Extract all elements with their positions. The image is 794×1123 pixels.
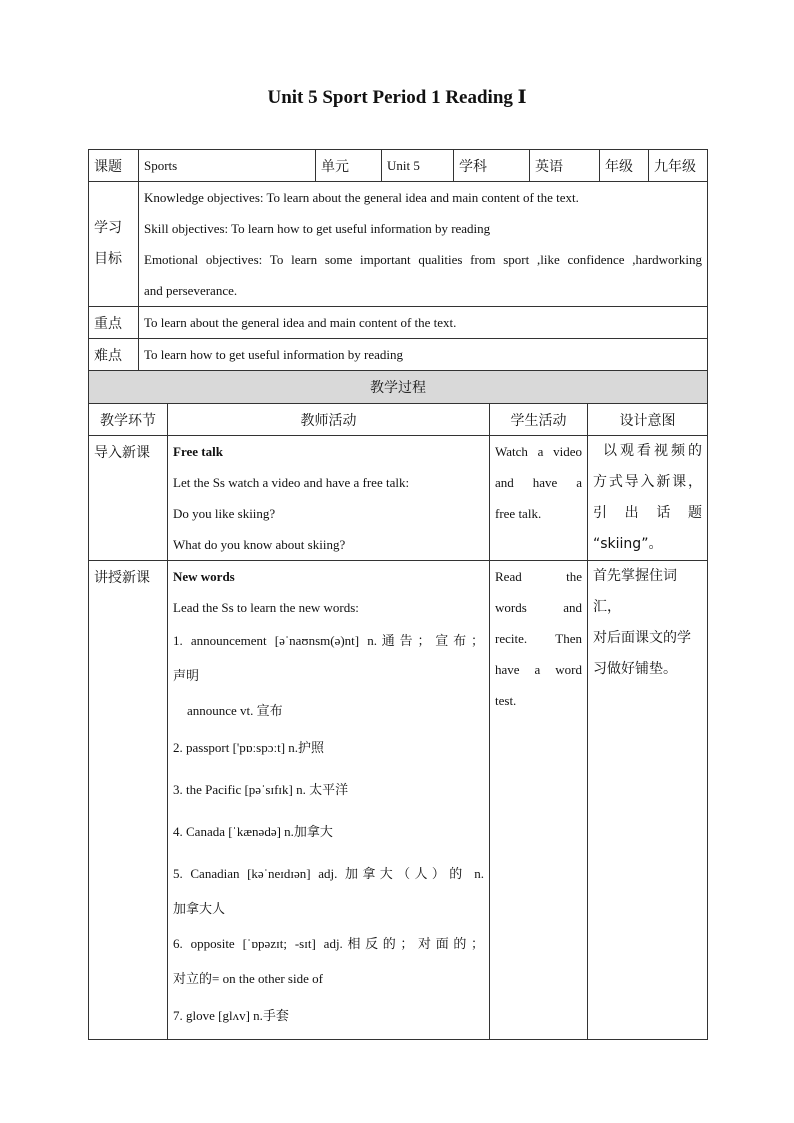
- new-lesson-intro: Lead the Ss to learn the new words:: [173, 600, 359, 615]
- grade-label: 年级: [600, 150, 649, 182]
- page-title: Unit 5 Sport Period 1 Reading Ⅰ: [267, 87, 527, 108]
- unit-value: Unit 5: [382, 150, 454, 182]
- word-item: 5. Canadian [kəˈneɪdɪən] adj. 加拿大（人）的 n.: [173, 866, 484, 881]
- unit-label: 单元: [316, 150, 382, 182]
- word-item: announce vt. 宣布: [187, 703, 283, 718]
- design-line: “skiing”。: [593, 536, 663, 552]
- topic-label: 课题: [89, 150, 139, 182]
- lead-in-line: Do you like skiing?: [173, 506, 276, 521]
- process-heading: 教学过程: [89, 371, 708, 404]
- word-item: 2. passport ['pɒːspɔːt] n.护照: [173, 740, 325, 755]
- new-lesson-student: [490, 561, 588, 1040]
- student-line: Read the: [495, 569, 582, 584]
- student-line: recite. Then: [495, 631, 582, 646]
- student-line: free talk.: [495, 506, 542, 521]
- lead-in-design: [588, 436, 708, 561]
- objectives-label-2: 目标: [94, 251, 122, 267]
- process-table: [88, 370, 708, 1040]
- emotional-objective-cont: and perseverance.: [144, 283, 238, 298]
- design-line: 以观看视频的: [603, 443, 702, 459]
- subject-value: 英语: [530, 150, 600, 182]
- new-lesson-teacher: [168, 561, 490, 1040]
- design-line: 引 出 话 题: [593, 505, 702, 521]
- topic-value: Sports: [139, 150, 316, 182]
- design-line: 首先掌握住词汇，: [593, 568, 677, 615]
- word-item: 3. the Pacific [pəˈsɪfɪk] n. 太平洋: [173, 782, 349, 797]
- student-line: test.: [495, 693, 517, 708]
- col-teacher: 教师活动: [168, 404, 490, 436]
- grade-value: 九年级: [649, 150, 708, 182]
- knowledge-objective: Knowledge objectives: To learn about the general idea and main content of the text.: [144, 190, 579, 205]
- student-line: have a word: [495, 662, 582, 677]
- subject-label: 学科: [454, 150, 530, 182]
- objectives-label-1: 学习: [94, 220, 122, 236]
- word-item: 6. opposite [ˈɒpəzɪt; -sɪt] adj.相反的；对面的；: [173, 936, 484, 951]
- word-item: 对立的= on the other side of: [173, 971, 323, 986]
- key-point-text: To learn about the general idea and main content of the text.: [139, 307, 708, 339]
- lead-in-stage: 导入新课: [89, 436, 168, 561]
- student-line: Watch a video: [495, 444, 582, 459]
- difficulty-label: 难点: [89, 339, 139, 371]
- design-line: 对后面课文的学: [593, 630, 691, 646]
- emotional-objective: Emotional objectives: To learn some important qualities from sport ,like confidence ,hardworking: [144, 252, 702, 267]
- key-point-label: 重点: [89, 307, 139, 339]
- new-lesson-design: [588, 561, 708, 1040]
- student-line: words and: [495, 600, 582, 615]
- info-table: [88, 149, 708, 371]
- student-line: and have a: [495, 475, 582, 490]
- lead-in-line: Let the Ss watch a video and have a free talk:: [173, 475, 410, 490]
- word-item: 声明: [173, 668, 200, 683]
- difficulty-text: To learn how to get useful information by reading: [139, 339, 708, 371]
- objectives-content: [139, 182, 708, 307]
- lead-in-teacher: [168, 436, 490, 561]
- col-design: 设计意图: [588, 404, 708, 436]
- skill-objective: Skill objectives: To learn how to get useful information by reading: [144, 221, 491, 236]
- objectives-label: [89, 182, 139, 307]
- word-item: 加拿大人: [173, 901, 226, 916]
- col-student: 学生活动: [490, 404, 588, 436]
- word-item: 7. glove [glʌv] n.手套: [173, 1008, 289, 1023]
- lead-in-title: Free talk: [173, 444, 223, 459]
- design-line: 方式导入新课，: [593, 474, 702, 490]
- lead-in-student: [490, 436, 588, 561]
- word-item: 4. Canada [ˈkænədə] n.加拿大: [173, 824, 333, 839]
- col-stage: 教学环节: [89, 404, 168, 436]
- lead-in-line: What do you know about skiing?: [173, 537, 346, 552]
- design-line: 习做好铺垫。: [593, 661, 677, 677]
- word-item: 1. announcement [əˈnaʊnsm(ə)nt] n.通告；宣布；: [173, 633, 484, 648]
- new-lesson-stage: 讲授新课: [89, 561, 168, 1040]
- new-lesson-title: New words: [173, 569, 235, 584]
